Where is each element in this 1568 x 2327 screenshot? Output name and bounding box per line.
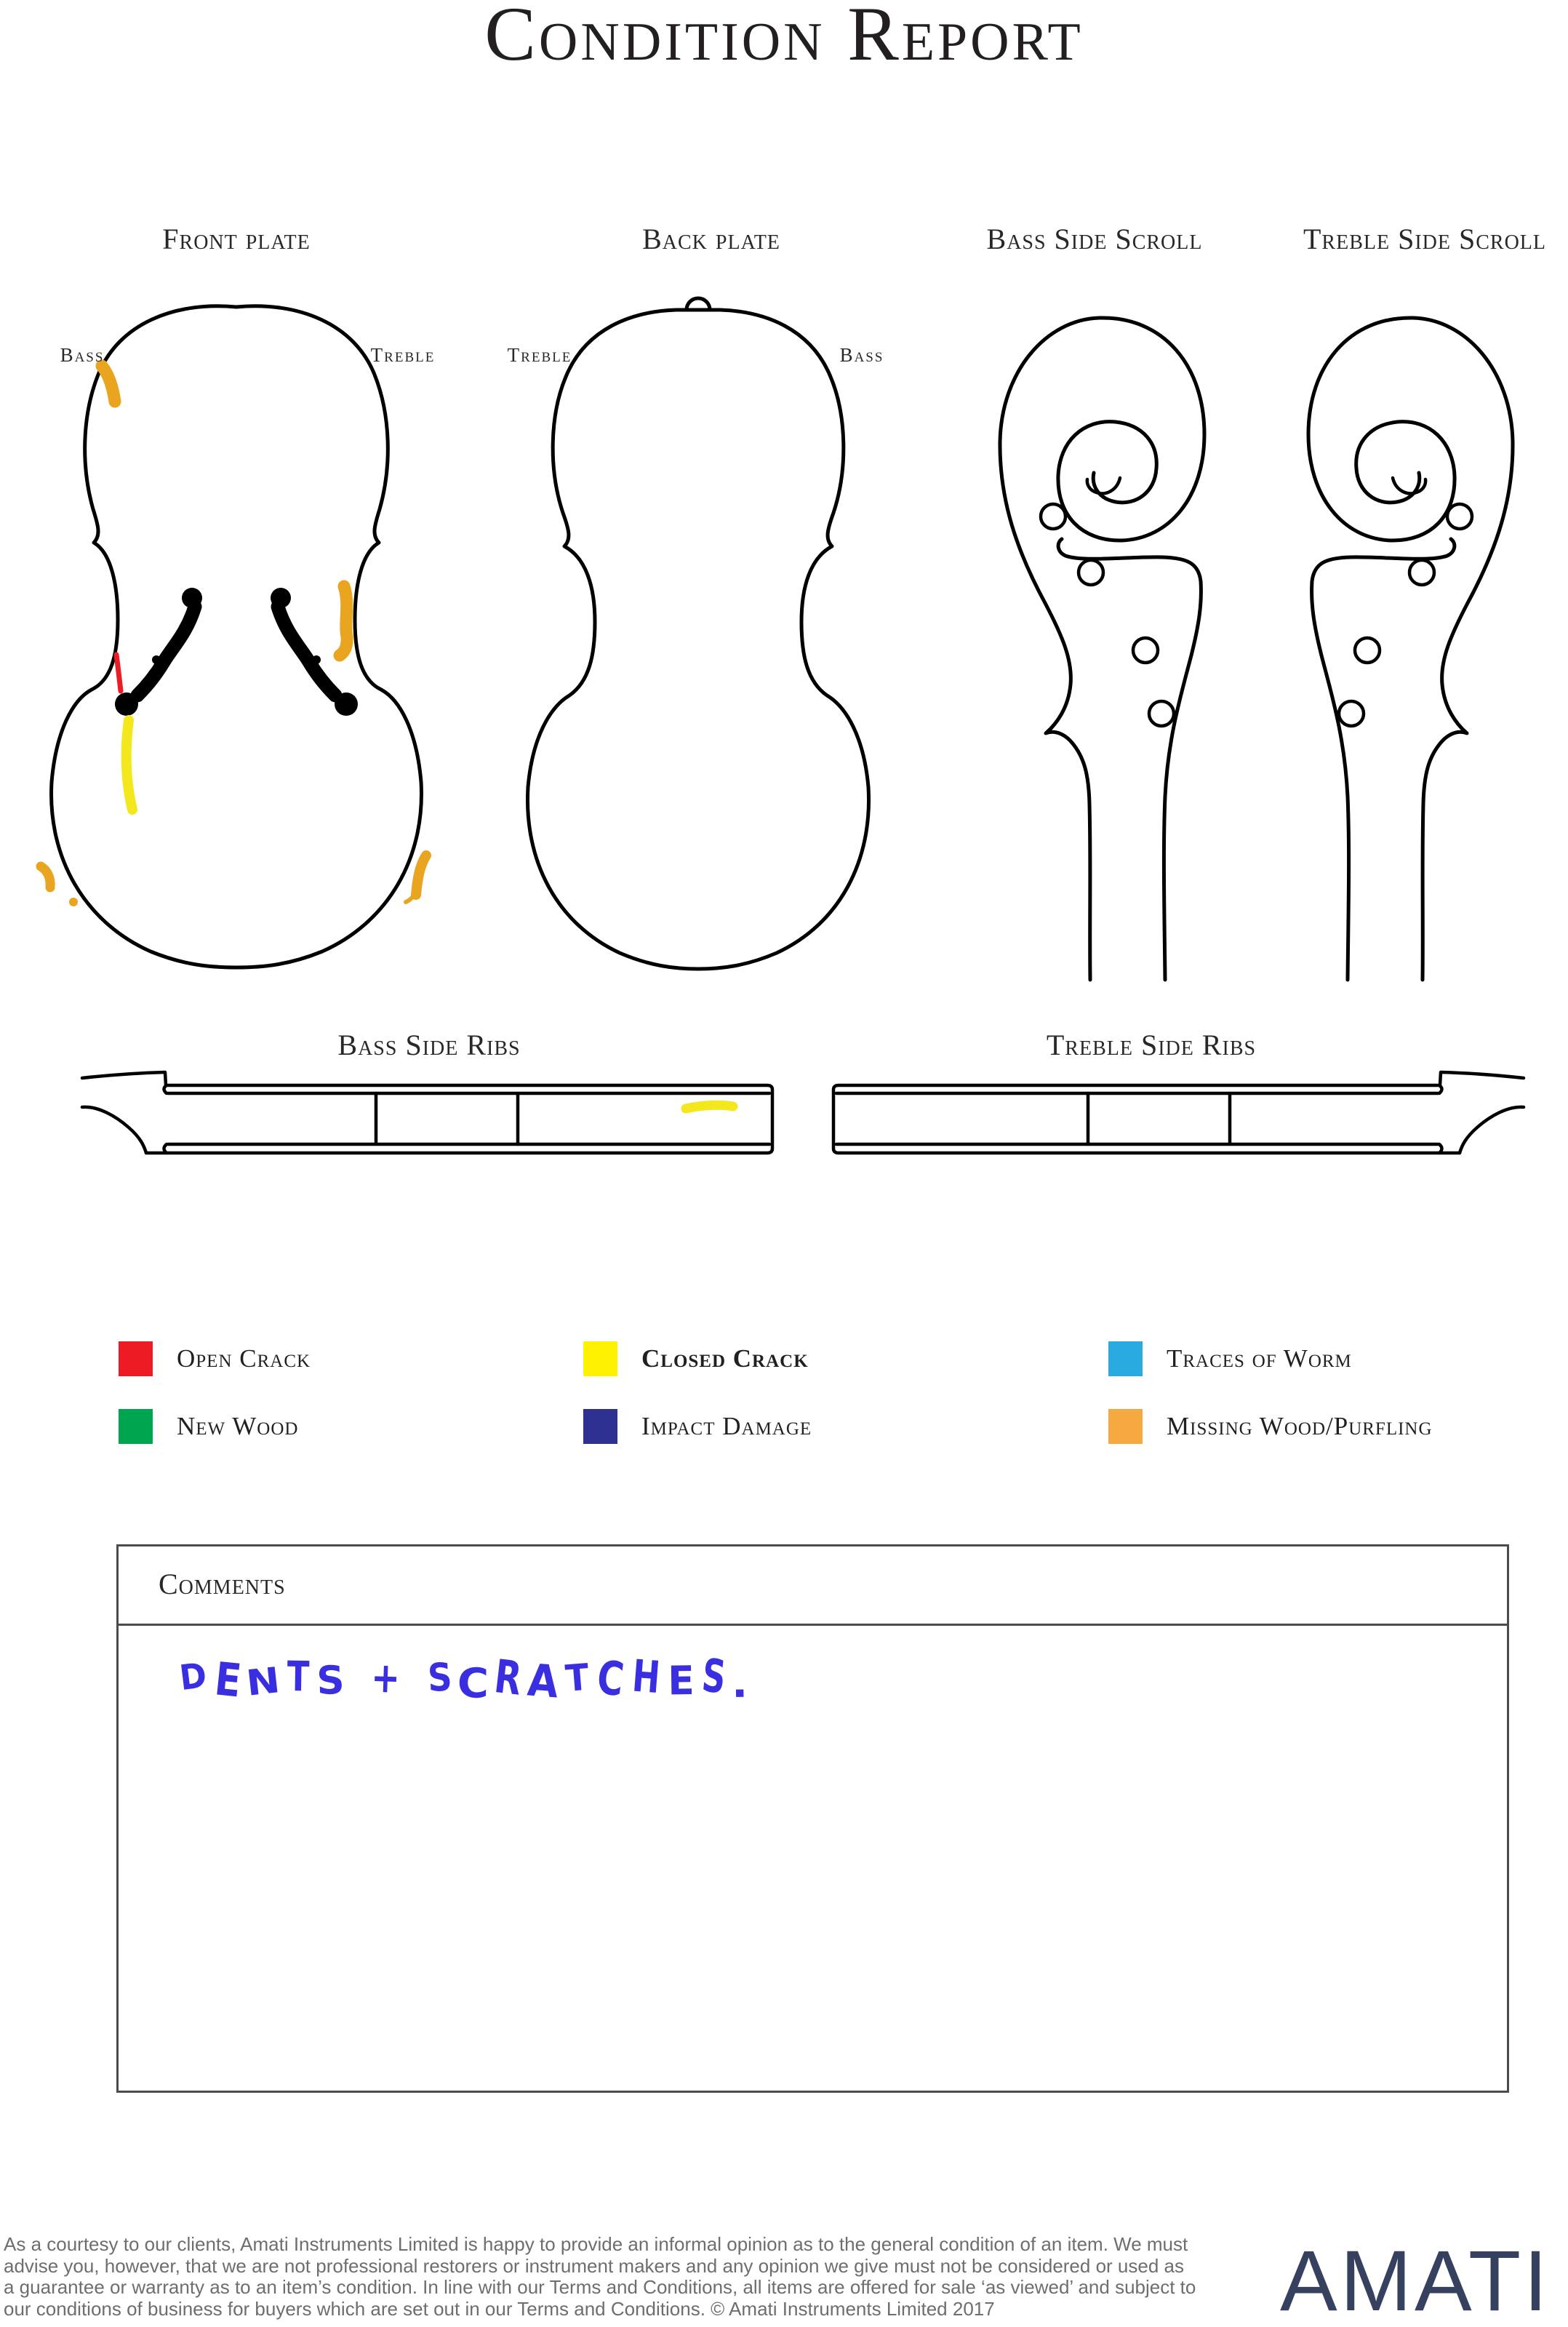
disclaimer-line: a guarantee or warranty as to an item’s condition. In line with our Terms and Conditions, all items are offered for sale ‘as viewed’ and subject to <box>4 2276 1196 2298</box>
disclaimer-line: As a courtesy to our clients, Amati Instruments Limited is happy to provide an informal opinion as to the general condition of an item. We must <box>4 2233 1188 2255</box>
treble-ribs-outline <box>833 1072 1524 1153</box>
legend-item-impact-damage <box>583 1409 812 1444</box>
new-wood-label: New Wood <box>177 1412 299 1440</box>
legend-item-open-crack <box>119 1341 311 1376</box>
mark-open-crack-bass-f-hole <box>116 655 121 691</box>
bass-scroll-diagram <box>982 287 1207 982</box>
back-plate-outline <box>527 310 868 969</box>
heading-treble-scroll: Treble Side Scroll <box>1303 223 1547 255</box>
traces-of-worm-swatch <box>1108 1341 1143 1376</box>
mark-closed-crack-bass-ribs <box>686 1105 733 1109</box>
back-plate-diagram <box>480 291 916 982</box>
bass-f-hole <box>115 588 202 716</box>
handwritten-comment: DENTS + SCRATCHES. <box>177 1648 754 1709</box>
impact-damage-swatch <box>583 1409 617 1444</box>
comments-box <box>116 1544 1509 2093</box>
legend-item-missing-wood-purfling <box>1108 1409 1433 1444</box>
legend-item-closed-crack <box>583 1341 809 1376</box>
ribs-outline <box>82 1072 772 1153</box>
scroll-outline <box>1000 318 1204 980</box>
front-plate-treble-label: Treble <box>370 344 436 366</box>
back-plate-treble-label: Treble <box>507 344 572 366</box>
heading-bass-scroll: Bass Side Scroll <box>986 223 1203 255</box>
impact-damage-label: Impact Damage <box>641 1412 812 1440</box>
heading-back-plate: Back plate <box>642 223 780 255</box>
disclaimer-line: advise you, however, that we are not professional restorers or instrument makers and any opinion we give must not be considered or used as <box>4 2254 1184 2277</box>
closed-crack-label: Closed Crack <box>641 1344 809 1373</box>
treble-scroll-outline <box>1308 318 1513 980</box>
open-crack-label: Open Crack <box>177 1344 311 1373</box>
front-plate-bass-label: Bass <box>60 344 105 366</box>
missing-wood-purfling-swatch <box>1108 1409 1143 1444</box>
heading-treble-ribs: Treble Side Ribs <box>1046 1029 1257 1061</box>
missing-wood-purfling-label: Missing Wood/Purfling <box>1167 1412 1433 1440</box>
page-title: Condition Report <box>484 0 1084 76</box>
mark-closed-crack-below-f-hole <box>127 720 132 810</box>
closed-crack-swatch <box>583 1341 617 1376</box>
legend-item-traces-of-worm <box>1108 1341 1352 1376</box>
comments-title: Comments <box>159 1568 286 1600</box>
legend-item-new-wood <box>119 1409 298 1444</box>
heading-front-plate: Front plate <box>162 223 311 255</box>
treble-scroll-diagram <box>1305 287 1531 982</box>
traces-of-worm-label: Traces of Worm <box>1167 1344 1352 1373</box>
mark-missing-wood-treble-c-bout <box>340 586 347 655</box>
mark-missing-wood-lower-bass-dot <box>69 898 78 906</box>
new-wood-swatch <box>119 1409 153 1444</box>
open-crack-swatch <box>119 1341 153 1376</box>
back-plate-bass-label: Bass <box>839 344 884 366</box>
amati-logo: AMATI <box>1280 2233 1551 2327</box>
treble-ribs-diagram <box>824 1066 1529 1164</box>
mark-missing-wood-upper-bass-edge <box>102 366 115 402</box>
heading-bass-ribs: Bass Side Ribs <box>337 1029 521 1061</box>
front-plate-diagram <box>18 291 455 982</box>
mark-missing-wood-lower-bass-edge <box>41 866 50 887</box>
disclaimer-text <box>4 2234 1196 2320</box>
disclaimer-line: our conditions of business for buyers which are set out in our Terms and Conditions. © Amati Instruments Limited 2017 <box>4 2297 995 2320</box>
front-plate-outline <box>52 306 422 967</box>
bass-ribs-diagram <box>76 1066 782 1164</box>
comments-header <box>119 1546 1507 1626</box>
